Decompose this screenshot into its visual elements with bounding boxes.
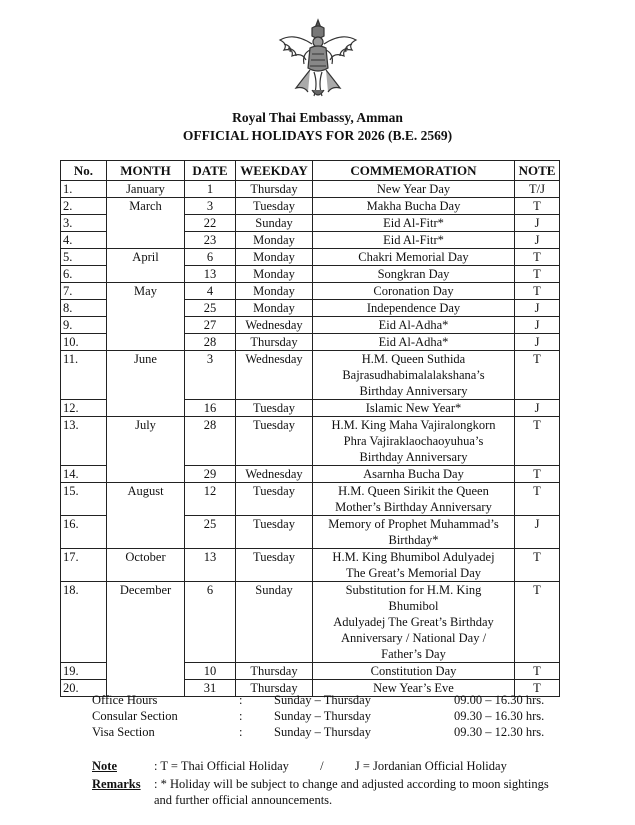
cell-date: 6 <box>185 249 236 266</box>
col-header-weekday: WEEKDAY <box>236 161 313 181</box>
cell-note: J <box>515 300 560 317</box>
office-hours-section <box>92 692 562 740</box>
cell-month <box>107 334 185 351</box>
commemoration-line: Bajrasudhabimalalakshana’s <box>342 368 485 382</box>
garuda-emblem <box>274 18 362 100</box>
cell-month <box>107 232 185 249</box>
cell-date: 25 <box>185 516 236 549</box>
commemoration-line: H.M. King Bhumibol Adulyadej <box>332 550 495 564</box>
cell-weekday: Tuesday <box>236 483 313 516</box>
hours-days: Sunday – Thursday <box>274 725 371 739</box>
cell-month: January <box>107 181 185 198</box>
cell-commemoration <box>313 417 515 466</box>
table-row <box>61 300 560 317</box>
cell-no: 14. <box>61 466 107 483</box>
hours-days: Sunday – Thursday <box>274 693 371 707</box>
commemoration-line: Chakri Memorial Day <box>358 250 469 264</box>
cell-no: 6. <box>61 266 107 283</box>
cell-weekday: Thursday <box>236 181 313 198</box>
cell-note: T <box>515 483 560 516</box>
col-header-date: DATE <box>185 161 236 181</box>
cell-date: 22 <box>185 215 236 232</box>
cell-no: 9. <box>61 317 107 334</box>
commemoration-line: H.M. King Maha Vajiralongkorn <box>331 418 496 432</box>
table-row <box>61 317 560 334</box>
table-row <box>61 215 560 232</box>
cell-note: T <box>515 663 560 680</box>
commemoration-line: New Year’s Eve <box>373 681 454 695</box>
cell-note: T <box>515 249 560 266</box>
cell-commemoration <box>313 334 515 351</box>
cell-commemoration <box>313 181 515 198</box>
commemoration-line: Anniversary / National Day / <box>340 631 487 645</box>
cell-no: 2. <box>61 198 107 215</box>
note-text: : T = Thai Official Holiday / J = Jordanian Official Holiday <box>154 759 507 773</box>
cell-commemoration <box>313 483 515 516</box>
cell-note: J <box>515 317 560 334</box>
cell-date: 3 <box>185 351 236 400</box>
cell-commemoration <box>313 400 515 417</box>
commemoration-line: Adulyadej The Great’s Birthday <box>333 615 494 629</box>
cell-month: April <box>107 249 185 266</box>
cell-weekday: Monday <box>236 232 313 249</box>
cell-date: 3 <box>185 198 236 215</box>
col-header-no: No. <box>61 161 107 181</box>
cell-note: T <box>515 266 560 283</box>
table-row <box>61 198 560 215</box>
cell-commemoration <box>313 351 515 400</box>
cell-weekday: Monday <box>236 283 313 300</box>
table-row <box>61 663 560 680</box>
document-title: OFFICIAL HOLIDAYS FOR 2026 (B.E. 2569) <box>182 128 453 143</box>
cell-note: T <box>515 466 560 483</box>
hours-time: 09.30 – 12.30 hrs. <box>454 725 545 739</box>
cell-weekday: Monday <box>236 249 313 266</box>
commemoration-line: Islamic New Year* <box>365 401 462 415</box>
cell-no: 1. <box>61 181 107 198</box>
cell-weekday: Tuesday <box>236 549 313 582</box>
commemoration-line: Phra Vajiraklaochaoyuhua’s <box>343 434 484 448</box>
col-header-commemoration: COMMEMORATION <box>313 161 515 181</box>
cell-month <box>107 317 185 334</box>
cell-date: 4 <box>185 283 236 300</box>
commemoration-line: Asarnha Bucha Day <box>363 467 464 481</box>
commemoration-line: Eid Al-Adha* <box>378 318 449 332</box>
cell-commemoration <box>313 198 515 215</box>
commemoration-line: Songkran Day <box>377 267 450 281</box>
cell-no: 3. <box>61 215 107 232</box>
hours-row <box>92 724 562 740</box>
commemoration-line: The Great’s Memorial Day <box>345 566 482 580</box>
cell-no: 18. <box>61 582 107 663</box>
cell-weekday: Thursday <box>236 334 313 351</box>
table-header-row <box>61 161 560 181</box>
cell-note: T <box>515 680 560 697</box>
table-row <box>61 232 560 249</box>
cell-month <box>107 266 185 283</box>
cell-no: 5. <box>61 249 107 266</box>
remarks-text: : * Holiday will be subject to change and adjusted according to moon sightings and further official announcements. <box>154 777 549 807</box>
hours-label: Visa Section <box>92 725 155 739</box>
cell-date: 13 <box>185 549 236 582</box>
table-row <box>61 582 560 663</box>
hours-time: 09.00 – 16.30 hrs. <box>454 693 545 707</box>
cell-weekday: Wednesday <box>236 351 313 400</box>
commemoration-line: Substitution for H.M. King <box>345 583 482 597</box>
cell-note: T <box>515 283 560 300</box>
cell-no: 15. <box>61 483 107 516</box>
cell-weekday: Thursday <box>236 663 313 680</box>
commemoration-line: H.M. Queen Sirikit the Queen <box>338 484 489 498</box>
cell-commemoration <box>313 582 515 663</box>
cell-commemoration <box>313 215 515 232</box>
commemoration-line: Memory of Prophet Muhammad’s <box>328 517 499 531</box>
hours-row <box>92 708 562 724</box>
col-header-month: MONTH <box>107 161 185 181</box>
cell-date: 27 <box>185 317 236 334</box>
cell-commemoration <box>313 663 515 680</box>
cell-note: J <box>515 400 560 417</box>
cell-date: 13 <box>185 266 236 283</box>
table-row <box>61 483 560 516</box>
cell-no: 19. <box>61 663 107 680</box>
commemoration-line: New Year Day <box>376 182 451 196</box>
cell-weekday: Tuesday <box>236 198 313 215</box>
cell-note: J <box>515 215 560 232</box>
cell-weekday: Tuesday <box>236 516 313 549</box>
cell-note: T <box>515 549 560 582</box>
hours-colon: : <box>239 709 243 723</box>
cell-note: T <box>515 417 560 466</box>
cell-no: 10. <box>61 334 107 351</box>
cell-month <box>107 663 185 680</box>
commemoration-line: Independence Day <box>366 301 461 315</box>
cell-commemoration <box>313 249 515 266</box>
cell-date: 1 <box>185 181 236 198</box>
cell-date: 28 <box>185 417 236 466</box>
table-row <box>61 417 560 466</box>
cell-date: 10 <box>185 663 236 680</box>
commemoration-line: Father’s Day <box>381 647 446 661</box>
commemoration-line: Bhumibol <box>388 599 439 613</box>
table-row <box>61 266 560 283</box>
cell-commemoration <box>313 516 515 549</box>
cell-date: 25 <box>185 300 236 317</box>
cell-month <box>107 516 185 549</box>
cell-note: J <box>515 334 560 351</box>
cell-commemoration <box>313 283 515 300</box>
cell-month <box>107 400 185 417</box>
commemoration-line: Eid Al-Fitr* <box>383 216 444 230</box>
commemoration-line: Makha Bucha Day <box>366 199 461 213</box>
commemoration-line: Eid Al-Fitr* <box>383 233 444 247</box>
holiday-table <box>60 160 560 697</box>
table-row <box>61 351 560 400</box>
cell-no: 16. <box>61 516 107 549</box>
note-label: Note <box>92 759 117 773</box>
cell-note: T/J <box>515 181 560 198</box>
cell-date: 23 <box>185 232 236 249</box>
cell-month: June <box>107 351 185 400</box>
cell-no: 8. <box>61 300 107 317</box>
table-row <box>61 334 560 351</box>
table-row <box>61 516 560 549</box>
table-row <box>61 549 560 582</box>
cell-month: December <box>107 582 185 663</box>
cell-note: J <box>515 232 560 249</box>
cell-weekday: Sunday <box>236 215 313 232</box>
cell-weekday: Wednesday <box>236 466 313 483</box>
cell-commemoration <box>313 549 515 582</box>
cell-month <box>107 466 185 483</box>
cell-month: July <box>107 417 185 466</box>
col-header-note: NOTE <box>515 161 560 181</box>
hours-label: Office Hours <box>92 693 158 707</box>
cell-date: 29 <box>185 466 236 483</box>
commemoration-line: Constitution Day <box>370 664 457 678</box>
cell-no: 12. <box>61 400 107 417</box>
cell-month: October <box>107 549 185 582</box>
commemoration-line: Birthday Anniversary <box>359 450 468 464</box>
cell-date: 16 <box>185 400 236 417</box>
cell-commemoration <box>313 466 515 483</box>
cell-note: T <box>515 351 560 400</box>
table-row <box>61 249 560 266</box>
cell-weekday: Wednesday <box>236 317 313 334</box>
commemoration-line: Coronation Day <box>373 284 454 298</box>
cell-month <box>107 300 185 317</box>
hours-colon: : <box>239 693 243 707</box>
cell-no: 13. <box>61 417 107 466</box>
hours-row <box>92 692 562 708</box>
cell-commemoration <box>313 317 515 334</box>
cell-weekday: Thursday <box>236 680 313 697</box>
notes-section <box>92 758 562 810</box>
cell-no: 4. <box>61 232 107 249</box>
commemoration-line: Mother’s Birthday Anniversary <box>335 500 492 514</box>
cell-date: 6 <box>185 582 236 663</box>
cell-note: T <box>515 582 560 663</box>
cell-weekday: Tuesday <box>236 417 313 466</box>
table-row <box>61 400 560 417</box>
cell-date: 12 <box>185 483 236 516</box>
commemoration-line: Eid Al-Adha* <box>378 335 449 349</box>
cell-month <box>107 215 185 232</box>
cell-no: 17. <box>61 549 107 582</box>
cell-note: J <box>515 516 560 549</box>
hours-label: Consular Section <box>92 709 178 723</box>
cell-note: T <box>515 198 560 215</box>
cell-commemoration <box>313 232 515 249</box>
embassy-name: Royal Thai Embassy, Amman <box>232 110 403 125</box>
cell-no: 20. <box>61 680 107 697</box>
table-row <box>61 466 560 483</box>
commemoration-line: Birthday Anniversary <box>359 384 468 398</box>
remarks-label: Remarks <box>92 777 141 791</box>
cell-date: 28 <box>185 334 236 351</box>
table-row <box>61 283 560 300</box>
cell-date: 31 <box>185 680 236 697</box>
hours-days: Sunday – Thursday <box>274 709 371 723</box>
cell-weekday: Sunday <box>236 582 313 663</box>
cell-month: March <box>107 198 185 215</box>
cell-month: May <box>107 283 185 300</box>
cell-commemoration <box>313 266 515 283</box>
cell-commemoration <box>313 300 515 317</box>
commemoration-line: H.M. Queen Suthida <box>361 352 466 366</box>
cell-no: 7. <box>61 283 107 300</box>
cell-weekday: Monday <box>236 300 313 317</box>
cell-weekday: Tuesday <box>236 400 313 417</box>
commemoration-line: Birthday* <box>388 533 439 547</box>
table-row <box>61 181 560 198</box>
cell-month: August <box>107 483 185 516</box>
cell-weekday: Monday <box>236 266 313 283</box>
hours-time: 09.30 – 16.30 hrs. <box>454 709 545 723</box>
cell-no: 11. <box>61 351 107 400</box>
hours-colon: : <box>239 725 243 739</box>
